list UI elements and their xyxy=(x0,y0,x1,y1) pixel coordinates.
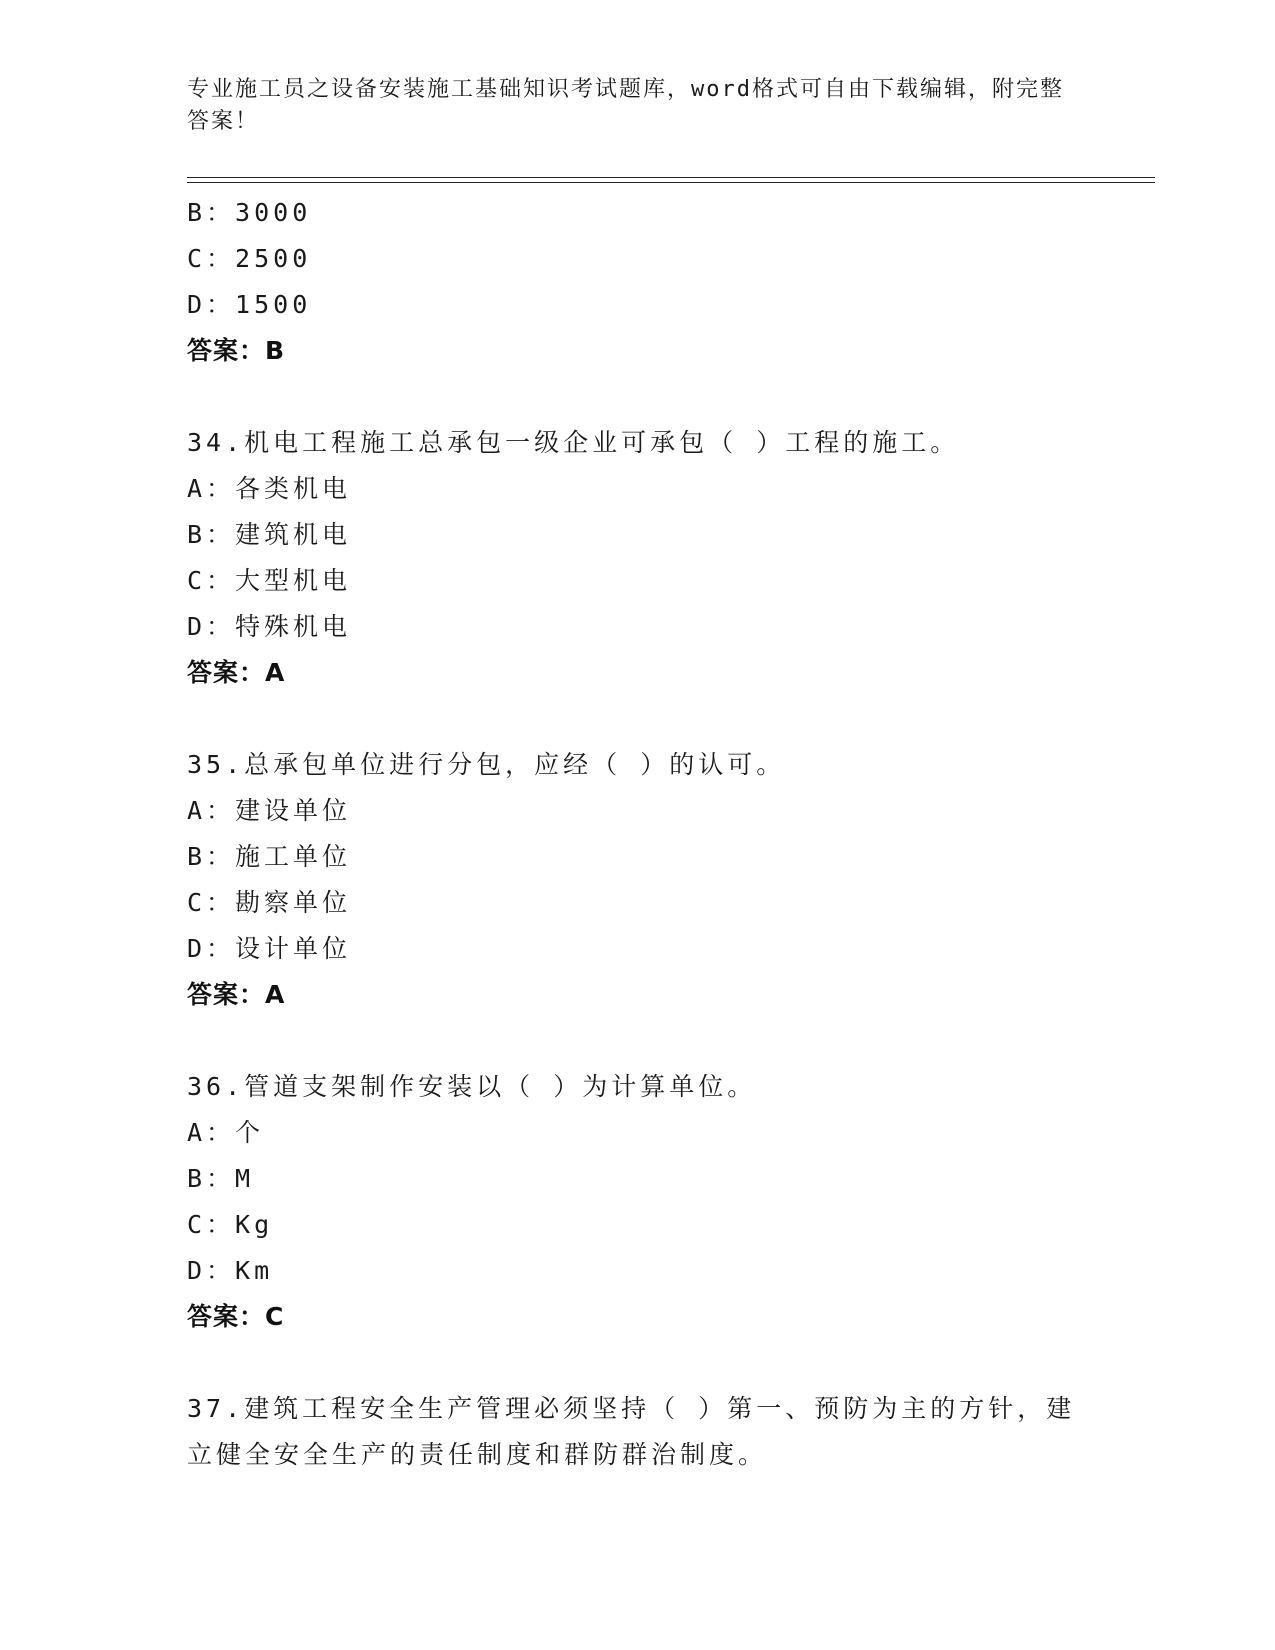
option-d: D：特殊机电 xyxy=(187,612,352,641)
option-c: C：Kg xyxy=(187,1210,274,1239)
option-c: C：大型机电 xyxy=(187,566,352,595)
option-d: D：设计单位 xyxy=(187,934,352,963)
option-b: B：建筑机电 xyxy=(187,520,352,549)
question-stem: 35.总承包单位进行分包，应经（ ）的认可。 xyxy=(187,750,786,779)
document-header: 专业施工员之设备安装施工基础知识考试题库，word格式可自由下载编辑，附完整答案！ xyxy=(187,77,1064,134)
option-b: B：M xyxy=(187,1164,255,1193)
answer: 答案：C xyxy=(187,1302,285,1331)
option-c: C：2500 xyxy=(187,244,312,273)
option-b: B：3000 xyxy=(187,198,312,227)
option-b: B：施工单位 xyxy=(187,842,352,871)
option-a: A：建设单位 xyxy=(187,796,352,825)
question-33-continued xyxy=(187,190,1067,374)
header-rule-top xyxy=(187,177,1155,178)
answer: 答案：A xyxy=(187,658,286,687)
question-stem: 34.机电工程施工总承包一级企业可承包（ ）工程的施工。 xyxy=(187,428,960,457)
answer: 答案：B xyxy=(187,336,286,365)
option-a: A：个 xyxy=(187,1118,265,1147)
answer: 答案：A xyxy=(187,980,286,1009)
header-rule-bottom xyxy=(187,182,1155,183)
option-a: A：各类机电 xyxy=(187,474,352,503)
question-36 xyxy=(187,1064,1067,1340)
question-37 xyxy=(187,1386,1076,1478)
document-content xyxy=(187,190,1076,1478)
option-d: D：Km xyxy=(187,1256,274,1285)
question-35 xyxy=(187,742,1067,1018)
option-d: D：1500 xyxy=(187,290,312,319)
option-c: C：勘察单位 xyxy=(187,888,352,917)
question-stem-line-2: 立健全安全生产的责任制度和群防群治制度。 xyxy=(187,1440,768,1469)
question-34 xyxy=(187,420,1067,696)
question-stem-line-1: 37.建筑工程安全生产管理必须坚持（ ）第一、预防为主的方针，建 xyxy=(187,1394,1076,1423)
question-stem: 36.管道支架制作安装以（ ）为计算单位。 xyxy=(187,1072,757,1101)
